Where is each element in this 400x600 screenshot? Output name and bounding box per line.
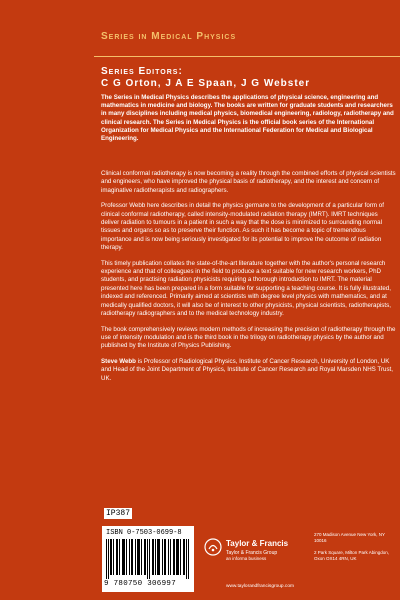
publisher-url: www.taylorandfrancisgroup.com xyxy=(226,584,294,589)
author-name: Steve Webb xyxy=(101,357,136,365)
publisher-sub: an informa business xyxy=(226,556,267,561)
editors-heading: Series Editors: xyxy=(101,66,183,77)
catalog-code: IP387 xyxy=(106,509,131,518)
series-description: The Series in Medical Physics describes the applications of physical science, engineering and mathematics in medicine and biology. The books are written for graduate students and researchers in many disciplines including medical physics, biomedical engineering, radiology, radiotherapy and clinical research. The Series in Medical Physics is the official book series of the International Organization for Medical Physics and the International Federation for Medical and Biological Engineering. xyxy=(101,94,394,143)
isbn-box xyxy=(102,526,194,592)
publisher-group: Taylor & Francis Group xyxy=(226,550,278,556)
series-editors xyxy=(101,66,396,143)
series-band xyxy=(0,0,400,56)
series-title: Series in Medical Physics xyxy=(101,31,237,42)
taylor-francis-logo-icon xyxy=(204,538,222,556)
paragraph: Professor Webb here describes in detail the physics germane to the development of a particular form of clinical conformal radiotherapy, called intensity-modulated radiation therapy (IMRT). IMRT techniques deliver radiation to tumours in a patient in such a way that the dose is minimized to surrounding normal tissues and organs so as to preserve their function. As such it has become a topic of tremendous importance and is now being seriously investigated for its potential to improve the outcome of radiation therapy. xyxy=(101,202,384,252)
footer xyxy=(94,508,400,600)
paragraph: Clinical conformal radiotherapy is now becoming a reality through the combined efforts of physical scientists and engineers, who have improved the physical basis of radiotherapy, and the interest and concern of imaginative radiotherapists and radiographers. xyxy=(101,170,396,194)
publisher-name: Taylor & Francis xyxy=(226,539,289,548)
barcode-digits: 9 780750 306997 xyxy=(104,580,177,588)
author-bio-text: is Professor of Radiological Physics, Institute of Cancer Research, University of London, UK and Head of the Joint Department of Physics, Institute of Cancer Research and Royal Marsden NHS Trust, UK. xyxy=(101,357,393,382)
blurb xyxy=(101,170,396,390)
editors-names: C G Orton, J A E Spaan, J G Webster xyxy=(101,78,311,89)
author-bio xyxy=(101,358,396,383)
isbn: ISBN 0-7503-0699-8 xyxy=(106,529,182,537)
paragraph: This timely publication collates the state-of-the-art literature together with the author's personal research experience and that of colleagues in the field to produce a text suitable for new research workers, PhD students, and practising radiation physicists requiring a thorough introduction to IMRT. The material presented here has been prepared in a form suitable for supporting a teaching course. It is fully illustrated, indexed and referenced. Primarily aimed at scientists with degree level physics with mathematics, and at medically qualified doctors, it will also be of interest to other physicists, physical scientists, radiotherapists, radiotherapy radiographers and to the medical technology industry. xyxy=(101,259,391,318)
address-uk: 2 Park Square, Milton Park Abingdon, Oxon OX14 4RN, UK xyxy=(314,550,390,561)
barcode-icon xyxy=(106,539,190,579)
paragraph: The book comprehensively reviews modern methods of increasing the precision of radiotherapy through the use of intensity modulation and is the third book in the trilogy on radiotherapy physics by the author and published by the Institute of Physics Publishing. xyxy=(101,325,396,350)
address-us: 270 Madison Avenue New York, NY 10016 xyxy=(314,532,385,543)
divider xyxy=(94,56,400,57)
